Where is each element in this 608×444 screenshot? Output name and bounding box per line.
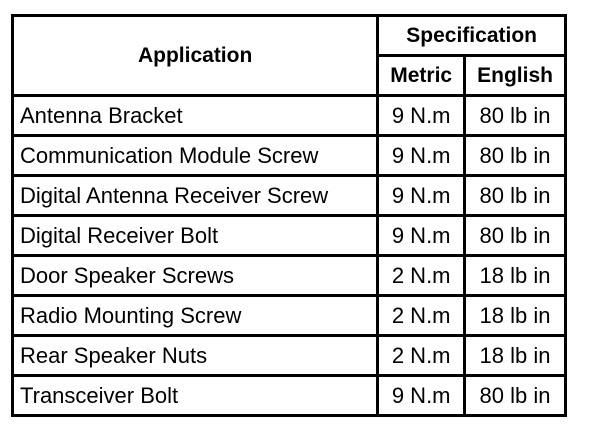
- table-row: [13, 216, 566, 256]
- header-row-top: [13, 16, 566, 56]
- english-cell: 18 lb in: [465, 296, 566, 336]
- application-cell: Transceiver Bolt: [13, 376, 378, 416]
- table-row: [13, 136, 566, 176]
- metric-cell: 2 N.m: [378, 296, 465, 336]
- english-cell: 18 lb in: [465, 256, 566, 296]
- metric-cell: 9 N.m: [378, 136, 465, 176]
- table-row: [13, 176, 566, 216]
- english-cell: 18 lb in: [465, 336, 566, 376]
- application-cell: Digital Receiver Bolt: [13, 216, 378, 256]
- metric-cell: 9 N.m: [378, 216, 465, 256]
- table-row: [13, 96, 566, 136]
- english-cell: 80 lb in: [465, 376, 566, 416]
- metric-header: Metric: [378, 56, 465, 96]
- table-row: [13, 376, 566, 416]
- application-cell: Communication Module Screw: [13, 136, 378, 176]
- specification-header: Specification: [378, 16, 566, 56]
- application-cell: Antenna Bracket: [13, 96, 378, 136]
- metric-cell: 9 N.m: [378, 176, 465, 216]
- table-row: [13, 296, 566, 336]
- fastener-spec-table: [11, 14, 567, 417]
- english-cell: 80 lb in: [465, 136, 566, 176]
- table-row: [13, 256, 566, 296]
- metric-cell: 2 N.m: [378, 256, 465, 296]
- metric-cell: 9 N.m: [378, 96, 465, 136]
- application-cell: Radio Mounting Screw: [13, 296, 378, 336]
- metric-cell: 2 N.m: [378, 336, 465, 376]
- application-header: Application: [13, 16, 378, 96]
- english-cell: 80 lb in: [465, 96, 566, 136]
- english-cell: 80 lb in: [465, 216, 566, 256]
- english-cell: 80 lb in: [465, 176, 566, 216]
- table-row: [13, 336, 566, 376]
- english-header: English: [465, 56, 566, 96]
- application-cell: Rear Speaker Nuts: [13, 336, 378, 376]
- application-cell: Door Speaker Screws: [13, 256, 378, 296]
- metric-cell: 9 N.m: [378, 376, 465, 416]
- application-cell: Digital Antenna Receiver Screw: [13, 176, 378, 216]
